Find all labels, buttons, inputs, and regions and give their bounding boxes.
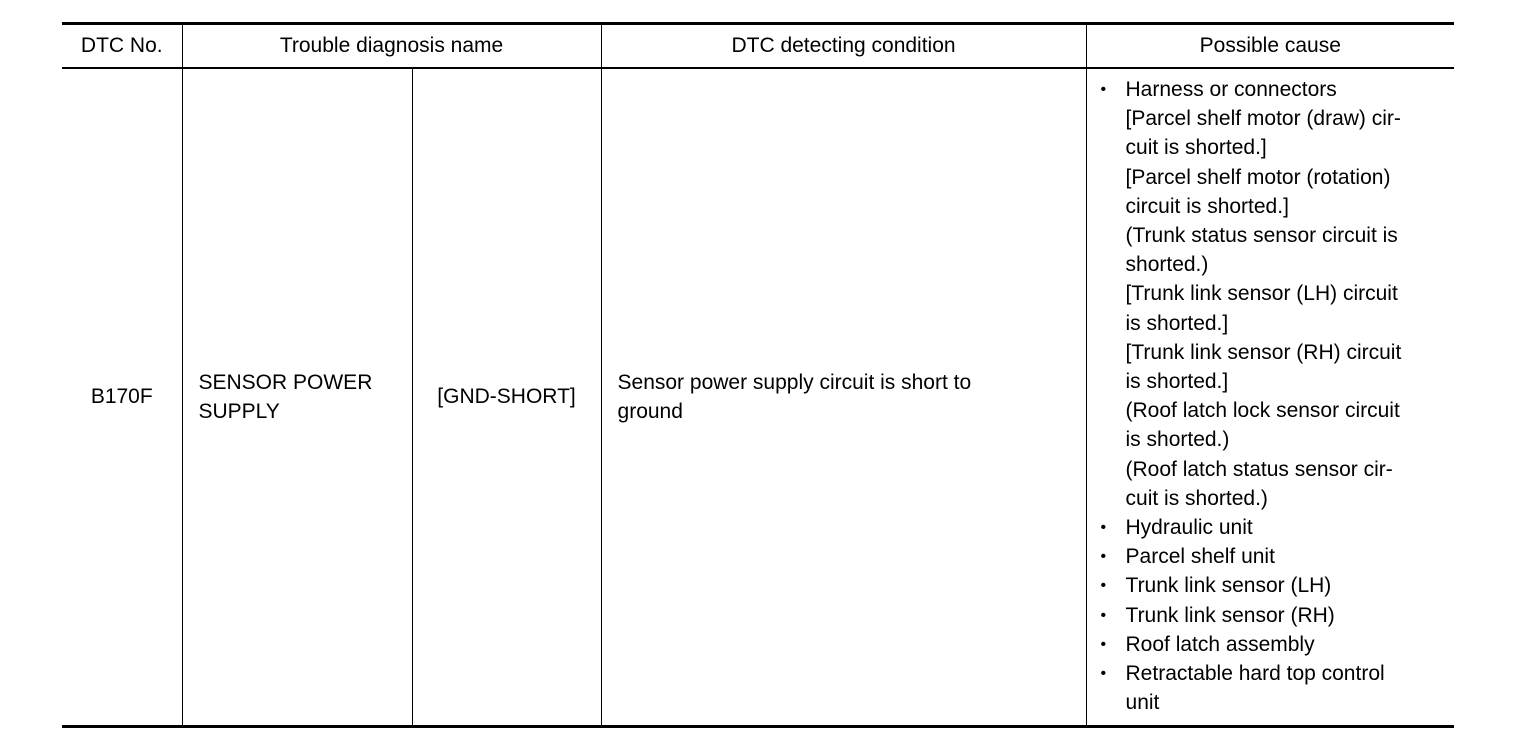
list-item xyxy=(1126,75,1455,513)
cause-detail: [Parcel shelf motor (rotation) xyxy=(1125,165,1391,189)
diagnosis-name-cell xyxy=(182,68,412,727)
cause-detail: (Roof latch lock sensor circuit xyxy=(1125,399,1400,423)
cause-detail: cuit is shorted.) xyxy=(1125,486,1268,510)
cause-detail: [Parcel shelf motor (draw) cir- xyxy=(1125,107,1401,131)
dtc-table xyxy=(62,22,1454,728)
list-item xyxy=(1126,571,1455,600)
cause-detail: [Trunk link sensor (LH) circuit xyxy=(1125,282,1398,306)
diagnosis-name-line: SENSOR POWER xyxy=(198,370,373,394)
cause-label: Trunk link sensor (RH) xyxy=(1125,603,1335,627)
possible-cause-cell xyxy=(1086,68,1454,727)
list-item xyxy=(1126,659,1455,717)
diagnosis-name-line: SUPPLY xyxy=(198,400,280,423)
cause-label: • Harness or connectors xyxy=(1125,78,1337,101)
cause-label: Parcel shelf unit xyxy=(1125,545,1275,569)
dtc-code: B170F xyxy=(90,385,153,409)
header-dtc-no: DTC No. xyxy=(62,24,182,69)
cause-detail: (Roof latch status sensor cir- xyxy=(1125,457,1393,481)
cause-label: Trunk link sensor (LH) xyxy=(1125,574,1332,598)
diagnosis-type-cell xyxy=(412,68,601,727)
header-row xyxy=(62,24,1454,69)
list-item xyxy=(1126,630,1455,659)
list-item xyxy=(1126,542,1455,571)
detecting-condition-line: Sensor power supply circuit is short to xyxy=(617,370,972,394)
cause-label: Hydraulic unit xyxy=(1125,516,1253,540)
cause-detail: is shorted.) xyxy=(1125,428,1230,452)
cause-label: • Retractable hard top control xyxy=(1125,662,1385,686)
list-item xyxy=(1126,513,1455,542)
possible-cause-list xyxy=(1087,75,1455,717)
header-detecting-condition: DTC detecting condition xyxy=(601,24,1086,69)
table-row xyxy=(62,68,1454,727)
header-possible-cause: Possible cause xyxy=(1086,24,1454,69)
list-item xyxy=(1126,601,1455,630)
cause-label: Roof latch assembly xyxy=(1125,632,1315,656)
cause-detail: (Trunk status sensor circuit is xyxy=(1125,224,1398,248)
cause-label-continued: unit xyxy=(1125,691,1160,715)
dtc-code-cell xyxy=(62,68,182,727)
header-trouble-diagnosis-name: Trouble diagnosis name xyxy=(182,24,601,69)
cause-detail: is shorted.] xyxy=(1125,311,1229,335)
diagnosis-type: [GND-SHORT] xyxy=(437,385,576,409)
cause-detail: circuit is shorted.] xyxy=(1125,194,1289,218)
cause-detail: cuit is shorted.] xyxy=(1125,136,1267,160)
cause-detail: [Trunk link sensor (RH) circuit xyxy=(1125,340,1402,364)
detecting-condition-line: ground xyxy=(617,400,683,423)
cause-detail: is shorted.] xyxy=(1125,370,1229,394)
cause-detail: shorted.) xyxy=(1125,253,1209,277)
detecting-condition-cell xyxy=(601,68,1086,727)
